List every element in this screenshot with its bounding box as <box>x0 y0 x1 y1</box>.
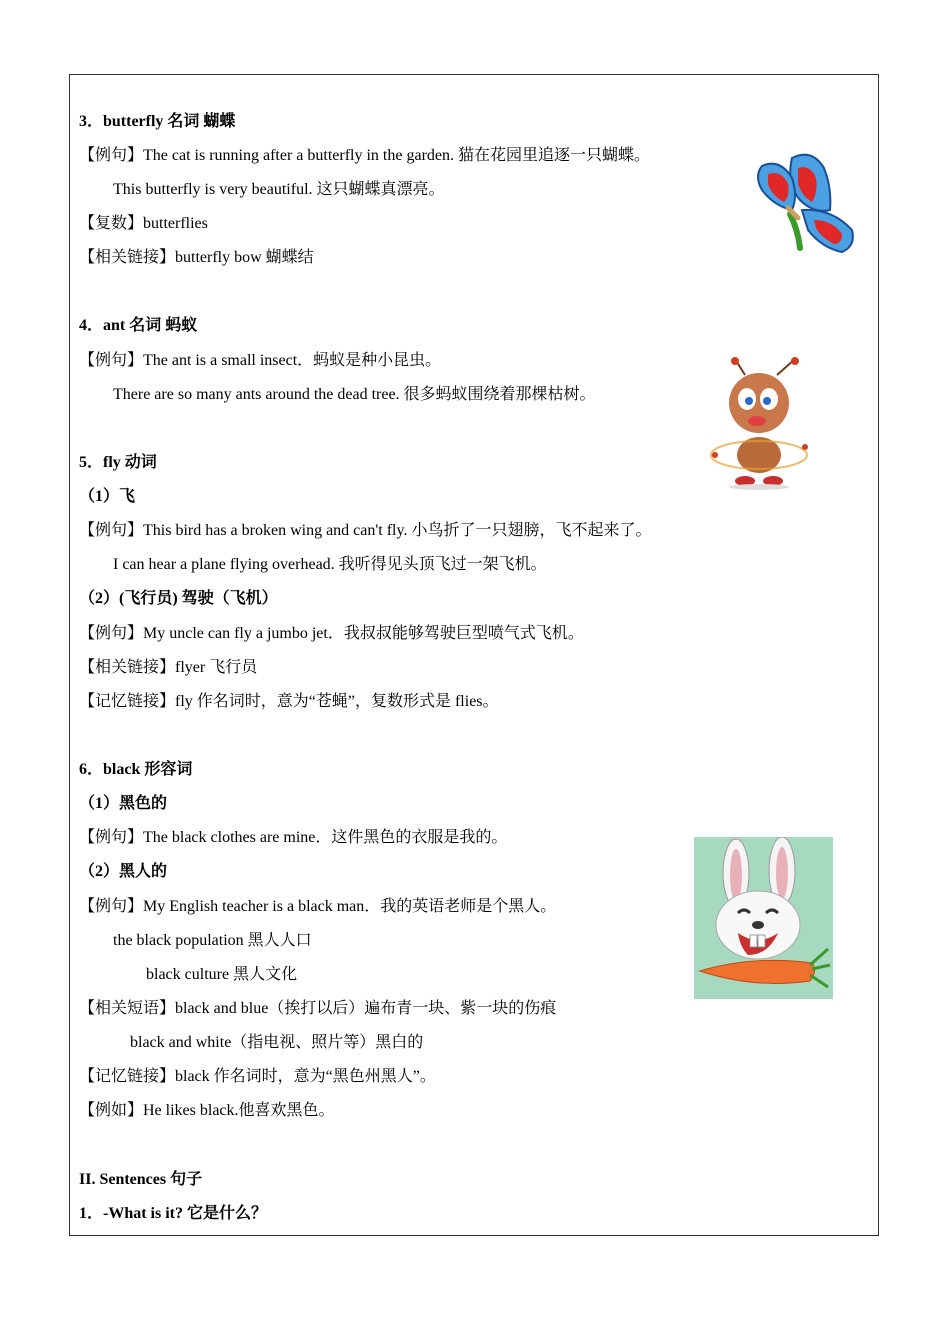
example-sentence: 【例句】My uncle can fly a jumbo jet．我叔叔能够驾驶巨型喷气式飞机。 <box>79 625 584 642</box>
memory-link: 【记忆链接】black 作名词时，意为“黑色州黑人”。 <box>79 1068 436 1085</box>
example-sentence: I can hear a plane flying overhead. 我听得见头顶飞过一架飞机。 <box>113 556 547 573</box>
example-sentence: 【例句】The ant is a small insect．蚂蚁是种小昆虫。 <box>79 352 442 369</box>
example-sentence: 【例如】He likes black.他喜欢黑色。 <box>79 1102 335 1119</box>
entry-heading-fly: 5．fly 动词 <box>79 454 157 471</box>
sense-label: （1）飞 <box>79 488 136 505</box>
phrase-item: the black population 黑人人口 <box>113 932 312 949</box>
section-heading: II. Sentences 句子 <box>79 1171 203 1188</box>
related-link: 【相关链接】butterfly bow 蝴蝶结 <box>79 249 314 266</box>
example-sentence: This butterfly is very beautiful. 这只蝴蝶真漂亮。 <box>113 181 445 198</box>
phrase-item: black culture 黑人文化 <box>146 966 298 983</box>
butterfly-illustration <box>752 148 858 258</box>
rabbit-illustration <box>694 837 833 999</box>
related-link: 【相关链接】flyer 飞行员 <box>79 659 258 676</box>
entry-heading-butterfly: 3．butterfly 名词 蝴蝶 <box>79 113 236 130</box>
example-sentence: 【例句】My English teacher is a black man．我的英语老师是个黑人。 <box>79 898 557 915</box>
example-sentence: 【例句】The cat is running after a butterfly in the garden. 猫在花园里追逐一只蝴蝶。 <box>79 147 650 164</box>
entry-heading-ant: 4．ant 名词 蚂蚁 <box>79 317 198 334</box>
sense-label: （2）黑人的 <box>79 863 168 880</box>
example-sentence: 【例句】The black clothes are mine．这件黑色的衣服是我的。 <box>79 829 508 846</box>
phrase-item: black and white（指电视、照片等）黑白的 <box>130 1034 424 1051</box>
sense-label: （2）(飞行员) 驾驶（飞机） <box>79 590 278 607</box>
example-sentence: 【例句】This bird has a broken wing and can't fly. 小鸟折了一只翅膀，飞不起来了。 <box>79 522 652 539</box>
sense-label: （1）黑色的 <box>79 795 168 812</box>
related-phrase: 【相关短语】black and blue（挨打以后）遍布青一块、紫一块的伤痕 <box>79 1000 557 1017</box>
plural-form: 【复数】butterflies <box>79 215 208 232</box>
sentence-item: 1．-What is it? 它是什么？ <box>79 1205 268 1222</box>
entry-heading-black: 6．black 形容词 <box>79 761 193 778</box>
example-sentence: There are so many ants around the dead tree. 很多蚂蚁围绕着那棵枯树。 <box>113 386 596 403</box>
ant-illustration <box>707 355 813 491</box>
memory-link: 【记忆链接】fly 作名词时，意为“苍蝇”，复数形式是 flies。 <box>79 693 499 710</box>
